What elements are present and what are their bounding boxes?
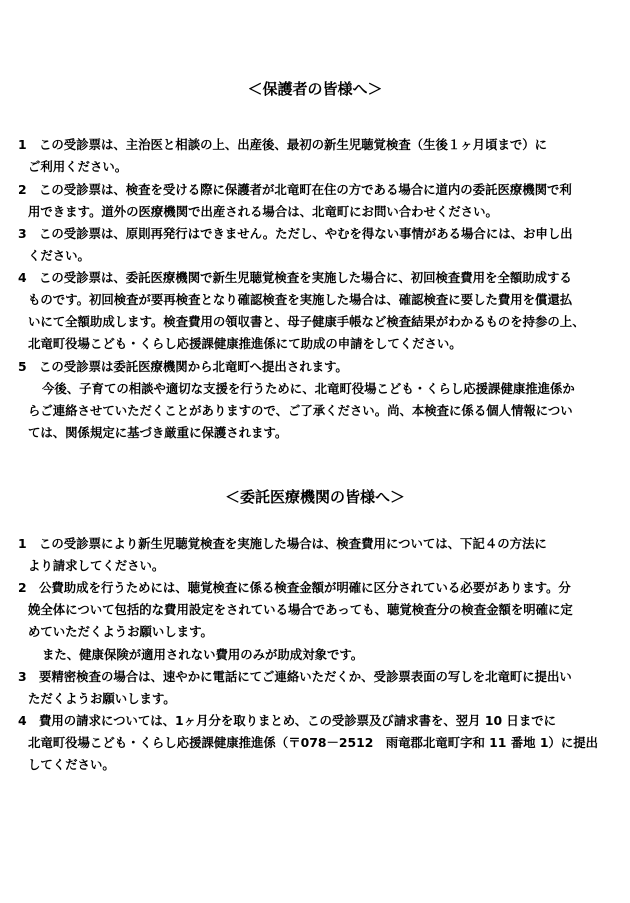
medical-item-4-line-1: 4 費用の請求については、1ヶ月分を取りまとめ、この受診票及び請求書を、翌月 10 日までに — [18, 713, 556, 728]
guardian-item-3-line-1: 3 この受診票は、原則再発行はできません。ただし、やむを得ない事情がある場合には、お申し出 — [18, 226, 573, 241]
medical-item-1-line-2: より請求してください。 — [28, 558, 165, 573]
guardian-item-4-line-1: 4 この受診票は、委託医療機関で新生児聴覚検査を実施した場合に、初回検査費用を全額助成する — [18, 270, 572, 285]
medical-item-2-line-2: 娩全体について包括的な費用設定をされている場合であっても、聴覚検査分の検査金額を明確に定 — [28, 602, 573, 617]
guardian-item-2-line-2: 用できます。道外の医療機関で出産される場合は、北竜町にお問い合わせください。 — [28, 204, 498, 219]
medical-item-2-line-1: 2 公費助成を行うためには、聴覚検査に係る検査金額が明確に区分されている必要があります。分 — [18, 580, 571, 595]
medical-heading: ＜委託医療機関の皆様へ＞ — [224, 488, 405, 506]
guardian-note-line-3: ては、関係規定に基づき厳重に保護されます。 — [28, 425, 288, 440]
medical-item-4-line-3: してください。 — [28, 757, 115, 772]
guardian-item-4-line-3: いにて全額助成します。検査費用の領収書と、母子健康手帳など検査結果がわかるものを持参の上、 — [28, 314, 585, 329]
medical-item-2-line-4: また、健康保険が適用されない費用のみが助成対象です。 — [42, 647, 364, 662]
guardian-item-1-line-2: ご利用ください。 — [28, 159, 128, 174]
medical-item-2-line-3: めていただくようお願いします。 — [28, 624, 213, 639]
guardian-note-line-1: 今後、子育ての相談や適切な支援を行うために、北竜町役場こども・くらし応援課健康推進係か — [42, 381, 575, 396]
medical-item-4-line-2: 北竜町役場こども・くらし応援課健康推進係（〒078－2512 雨竜郡北竜町字和 11 番地 1）に提出 — [28, 735, 598, 750]
guardian-item-2-line-1: 2 この受診票は、検査を受ける際に保護者が北竜町在住の方である場合に道内の委託医療機関で利 — [18, 182, 572, 197]
guardian-item-4-line-4: 北竜町役場こども・くらし応援課健康推進係にて助成の申請をしてください。 — [28, 336, 462, 351]
medical-item-1-line-1: 1 この受診票により新生児聴覚検査を実施した場合は、検査費用については、下記４の方法に — [18, 536, 547, 551]
medical-item-3-line-2: ただくようお願いします。 — [28, 691, 176, 706]
guardian-item-4-line-2: ものです。初回検査が要再検査となり確認検査を実施した場合は、確認検査に要した費用を償還払 — [28, 292, 573, 307]
guardian-note-line-2: らご連絡させていただくことがありますので、ご了承ください。尚、本検査に係る個人情報につい — [28, 403, 573, 418]
medical-item-3-line-1: 3 要精密検査の場合は、速やかに電話にてご連絡いただくか、受診票表面の写しを北竜町に提出い — [18, 669, 572, 684]
guardian-item-5-line-1: 5 この受診票は委託医療機関から北竜町へ提出されます。 — [18, 359, 348, 374]
guardian-heading: ＜保護者の皆様へ＞ — [247, 80, 383, 98]
guardian-item-1-line-1: 1 この受診票は、主治医と相談の上、出産後、最初の新生児聴覚検査（生後１ヶ月頃まで）に — [18, 137, 548, 152]
guardian-item-3-line-2: ください。 — [28, 248, 90, 263]
